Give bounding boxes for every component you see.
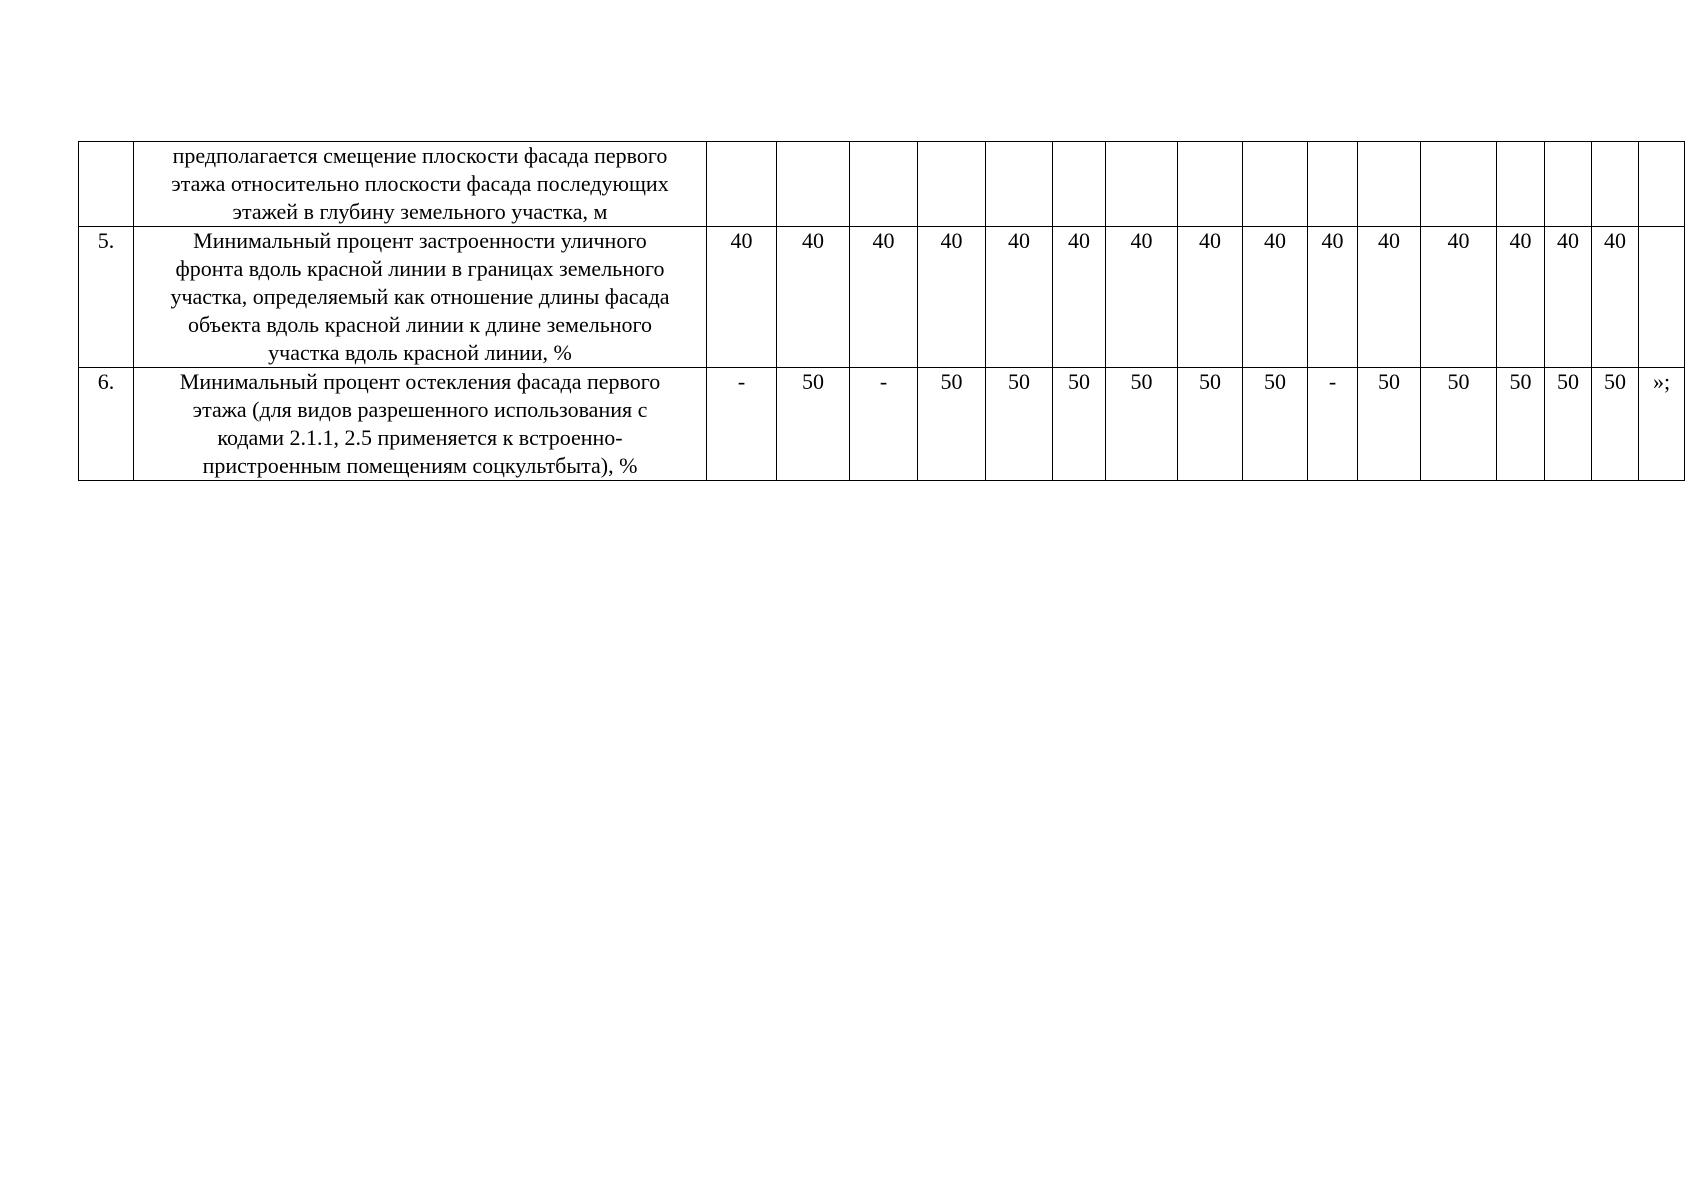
table-row: [79, 368, 1685, 481]
description-cell: [134, 368, 707, 481]
value-cell: [986, 142, 1053, 227]
value-cell: -: [707, 368, 777, 481]
value-cell: 40: [1358, 227, 1421, 368]
value-cell: [1308, 142, 1358, 227]
value-cell: 50: [1243, 368, 1308, 481]
value-cell: [1545, 142, 1592, 227]
value-cell: 40: [1053, 227, 1106, 368]
regulations-table: [78, 141, 1685, 481]
value-cell: 40: [1243, 227, 1308, 368]
value-cell: 50: [918, 368, 986, 481]
value-cell: [1421, 142, 1497, 227]
value-cell: [1178, 142, 1243, 227]
closing-cell: [1639, 142, 1685, 227]
closing-cell: [1639, 227, 1685, 368]
description-line: участка, определяемый как отношение длины фасада: [170, 284, 670, 309]
value-cell: [777, 142, 850, 227]
value-cell: [1497, 142, 1545, 227]
value-cell: 40: [918, 227, 986, 368]
row-number-cell: 5.: [79, 227, 134, 368]
value-cell: 50: [777, 368, 850, 481]
value-cell: 40: [850, 227, 918, 368]
description-line: этажа (для видов разрешенного использования с: [192, 397, 648, 422]
description-line: участка вдоль красной линии, %: [268, 340, 572, 365]
description-line: фронта вдоль красной линии в границах земельного: [175, 256, 665, 281]
value-cell: 40: [1106, 227, 1178, 368]
row-number-cell: [79, 142, 134, 227]
value-cell: [707, 142, 777, 227]
value-cell: 40: [1421, 227, 1497, 368]
value-cell: 40: [1497, 227, 1545, 368]
description-line: этажа относительно плоскости фасада последующих: [171, 171, 669, 196]
row-number-cell: 6.: [79, 368, 134, 481]
value-cell: 40: [986, 227, 1053, 368]
value-cell: 40: [1592, 227, 1639, 368]
value-cell: [918, 142, 986, 227]
value-cell: [850, 142, 918, 227]
value-cell: 50: [1106, 368, 1178, 481]
description-cell: [134, 227, 707, 368]
description-line: предполагается смещение плоскости фасада первого: [172, 143, 668, 168]
value-cell: 50: [1178, 368, 1243, 481]
value-cell: [1106, 142, 1178, 227]
value-cell: 40: [707, 227, 777, 368]
closing-cell: »;: [1639, 368, 1685, 481]
value-cell: [1592, 142, 1639, 227]
value-cell: 50: [1497, 368, 1545, 481]
value-cell: 50: [1592, 368, 1639, 481]
description-line: пристроенным помещениям соцкультбыта), %: [202, 453, 638, 478]
value-cell: 50: [986, 368, 1053, 481]
description-cell: [134, 142, 707, 227]
table-row: [79, 142, 1685, 227]
description-line: Минимальный процент застроенности уличного: [193, 228, 647, 253]
value-cell: 40: [1545, 227, 1592, 368]
value-cell: 40: [1178, 227, 1243, 368]
description-line: этажей в глубину земельного участка, м: [232, 199, 608, 224]
table-row: [79, 227, 1685, 368]
value-cell: -: [1308, 368, 1358, 481]
description-line: объекта вдоль красной линии к длине земельного: [188, 312, 652, 337]
value-cell: -: [850, 368, 918, 481]
value-cell: [1053, 142, 1106, 227]
value-cell: 50: [1421, 368, 1497, 481]
value-cell: 50: [1053, 368, 1106, 481]
description-line: кодами 2.1.1, 2.5 применяется к встроенно-: [217, 425, 623, 450]
value-cell: 50: [1545, 368, 1592, 481]
value-cell: [1358, 142, 1421, 227]
value-cell: 40: [777, 227, 850, 368]
value-cell: 50: [1358, 368, 1421, 481]
value-cell: 40: [1308, 227, 1358, 368]
description-line: Минимальный процент остекления фасада первого: [179, 369, 661, 394]
value-cell: [1243, 142, 1308, 227]
